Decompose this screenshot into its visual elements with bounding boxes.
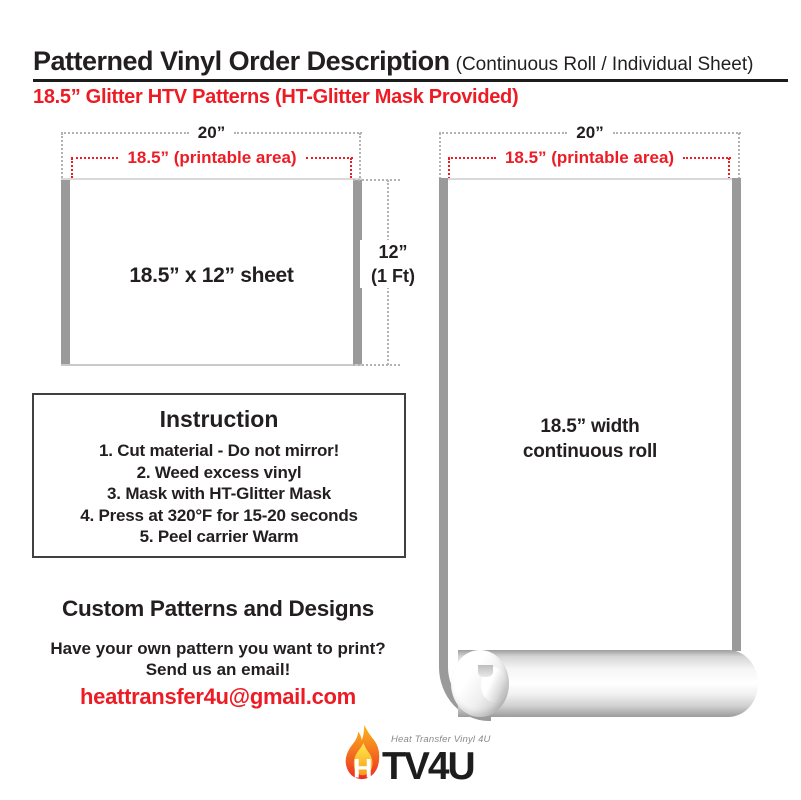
instruction-step: 5. Peel carrier Warm xyxy=(139,527,299,546)
sheet-total-width-dimension xyxy=(61,123,362,143)
dim-line-segment xyxy=(439,132,567,134)
sheet-height-label xyxy=(360,240,426,288)
roll-end-cap-notch xyxy=(478,665,493,677)
custom-prompt-line1: Have your own pattern you want to print? xyxy=(50,639,386,658)
instruction-box xyxy=(32,393,406,558)
page-title-suffix: (Continuous Roll / Individual Sheet) xyxy=(455,54,754,75)
dim-corner xyxy=(448,158,450,179)
instruction-title: Instruction xyxy=(159,406,279,432)
page-title-main: Patterned Vinyl Order Description xyxy=(33,46,450,76)
logo-wordmark: TV4U xyxy=(382,745,474,788)
roll-top-edge xyxy=(448,178,732,180)
custom-patterns-prompt xyxy=(18,638,418,680)
roll-total-width-label: 20” xyxy=(576,123,604,142)
roll-left-edge-curl xyxy=(439,178,491,721)
dim-line-segment xyxy=(448,157,496,159)
roll-right-margin-bar xyxy=(732,178,741,651)
logo-tagline: Heat Transfer Vinyl 4U xyxy=(391,734,491,745)
flame-icon xyxy=(340,725,387,785)
roll-label-line1: 18.5” width xyxy=(540,416,640,437)
roll-label xyxy=(490,414,690,464)
dim-line-segment xyxy=(71,157,118,159)
roll-end-cap xyxy=(451,650,509,717)
dim-corner xyxy=(738,133,740,179)
page-title xyxy=(33,46,753,77)
roll-label-line2: continuous roll xyxy=(522,441,658,462)
height-dim-tick-bottom xyxy=(353,364,400,366)
sheet-printable-width-label: 18.5” (printable area) xyxy=(127,148,297,167)
roll-printable-width-dimension xyxy=(448,148,731,168)
custom-patterns-heading: Custom Patterns and Designs xyxy=(62,596,374,621)
dim-corner xyxy=(439,133,441,179)
logo-monogram: H xyxy=(353,753,373,784)
sheet-printable-width-dimension xyxy=(71,148,353,168)
title-underline xyxy=(33,79,788,82)
dim-corner xyxy=(61,133,63,178)
dim-corner xyxy=(359,133,361,178)
contact-email: heattransfer4u@gmail.com xyxy=(80,684,356,709)
height-dim-tick-top xyxy=(353,179,400,181)
dim-line-segment xyxy=(61,132,189,134)
dim-line-segment xyxy=(234,132,362,134)
dim-corner xyxy=(350,158,352,178)
dim-corner xyxy=(728,158,730,179)
sheet-height-unit: (1 Ft) xyxy=(371,266,415,286)
instruction-steps xyxy=(34,440,404,548)
brand-logo xyxy=(340,722,510,794)
instruction-step: 1. Cut material - Do not mirror! xyxy=(98,441,340,460)
instruction-step: 3. Mask with HT-Glitter Mask xyxy=(107,484,331,503)
dim-line-segment xyxy=(306,157,353,159)
roll-printable-width-label: 18.5” (printable area) xyxy=(504,148,675,167)
sheet-label: 18.5” x 12” sheet xyxy=(129,264,294,287)
instruction-step: 4. Press at 320°F for 15-20 seconds xyxy=(80,505,358,525)
roll-total-width-dimension xyxy=(439,123,741,143)
custom-prompt-line2: Send us an email! xyxy=(145,660,291,679)
sheet-height-value: 12” xyxy=(378,242,408,262)
dim-line-segment xyxy=(683,157,731,159)
product-subtitle: 18.5” Glitter HTV Patterns (HT-Glitter Mask Provided) xyxy=(33,86,519,108)
instruction-step: 2. Weed excess vinyl xyxy=(136,462,302,482)
dim-line-segment xyxy=(613,132,741,134)
sheet-total-width-label: 20” xyxy=(197,123,226,142)
sheet-graphic xyxy=(61,178,362,366)
dim-corner xyxy=(71,158,73,178)
